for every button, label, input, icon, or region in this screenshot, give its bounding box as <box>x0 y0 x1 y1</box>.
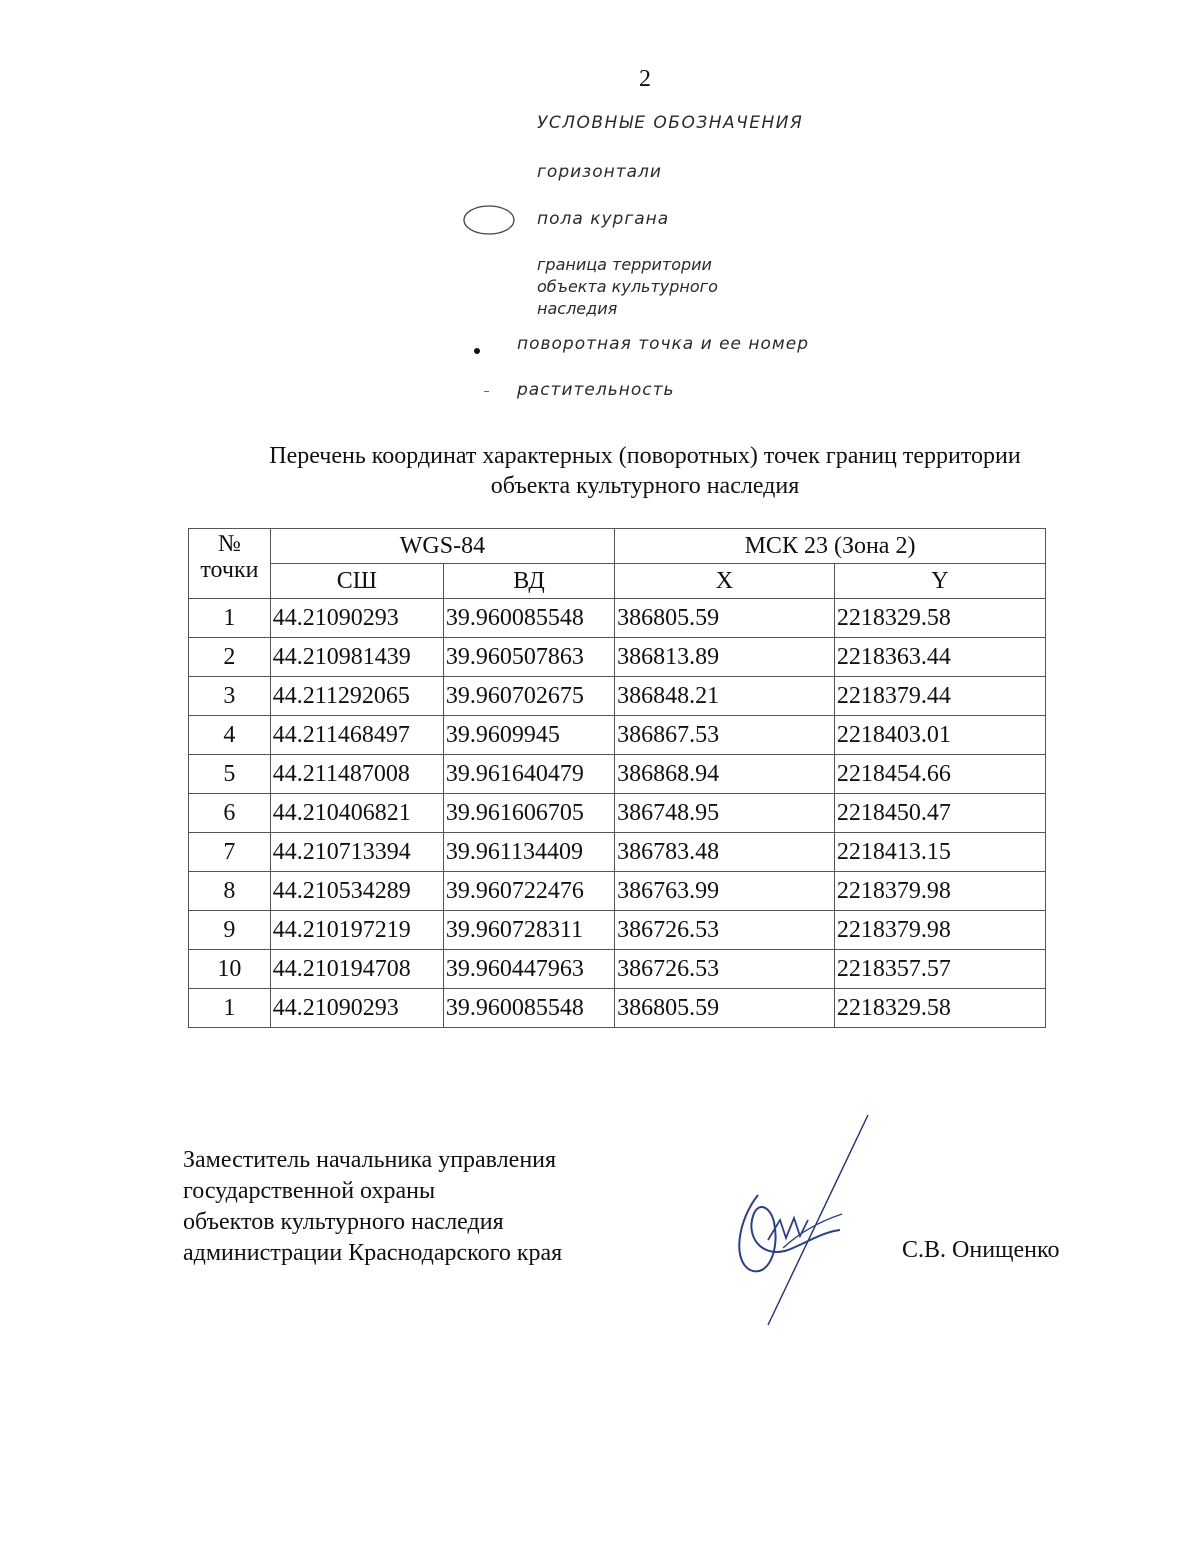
cell-lat: 44.211487008 <box>270 755 443 794</box>
title-line: объекта культурного наследия <box>490 473 800 499</box>
table-row <box>189 638 1046 677</box>
cell-x: 386748.95 <box>615 794 835 833</box>
header-y: Y <box>834 564 1045 599</box>
cell-y: 2218329.58 <box>834 989 1045 1028</box>
cell-lon: 39.960722476 <box>443 872 614 911</box>
header-point-number: № точки <box>189 529 271 599</box>
legend-vegetation-label: растительность <box>517 380 675 400</box>
cell-n: 8 <box>189 872 271 911</box>
signer-name: С.В. Онищенко <box>902 1237 1060 1263</box>
dash-icon <box>484 391 489 392</box>
table-row <box>189 599 1046 638</box>
table-row <box>189 677 1046 716</box>
table-row <box>189 833 1046 872</box>
cell-y: 2218403.01 <box>834 716 1045 755</box>
cell-x: 386813.89 <box>615 638 835 677</box>
signer-position-line: администрации Краснодарского края <box>183 1240 563 1266</box>
cell-lat: 44.210197219 <box>270 911 443 950</box>
cell-lat: 44.210194708 <box>270 950 443 989</box>
cell-lon: 39.960507863 <box>443 638 614 677</box>
dot-icon <box>474 348 480 354</box>
legend-boundary-line: наследия <box>537 299 618 318</box>
cell-y: 2218454.66 <box>834 755 1045 794</box>
legend-kurgan-label: пола кургана <box>537 209 670 229</box>
cell-y: 2218357.57 <box>834 950 1045 989</box>
document-title <box>180 441 1110 501</box>
ellipse-icon <box>462 204 516 236</box>
handwritten-signature <box>728 1110 878 1330</box>
cell-y: 2218379.98 <box>834 911 1045 950</box>
cell-x: 386805.59 <box>615 989 835 1028</box>
cell-n: 1 <box>189 599 271 638</box>
cell-y: 2218379.44 <box>834 677 1045 716</box>
cell-lat: 44.211292065 <box>270 677 443 716</box>
cell-lon: 39.961606705 <box>443 794 614 833</box>
cell-x: 386726.53 <box>615 911 835 950</box>
cell-x: 386867.53 <box>615 716 835 755</box>
table-body <box>189 599 1046 1028</box>
table-row <box>189 989 1046 1028</box>
signer-position-line: Заместитель начальника управления <box>183 1147 557 1173</box>
table-row <box>189 872 1046 911</box>
cell-n: 3 <box>189 677 271 716</box>
cell-lat: 44.210534289 <box>270 872 443 911</box>
header-wgs84: WGS-84 <box>270 529 614 564</box>
cell-lon: 39.960085548 <box>443 989 614 1028</box>
cell-lon: 39.961640479 <box>443 755 614 794</box>
cell-n: 10 <box>189 950 271 989</box>
header-lat: СШ <box>270 564 443 599</box>
cell-lat: 44.21090293 <box>270 989 443 1028</box>
cell-n: 7 <box>189 833 271 872</box>
cell-lat: 44.210713394 <box>270 833 443 872</box>
legend-boundary-label <box>537 254 718 320</box>
header-x: X <box>615 564 835 599</box>
table-row <box>189 716 1046 755</box>
page-number: 2 <box>639 66 651 92</box>
cell-lat: 44.210981439 <box>270 638 443 677</box>
cell-x: 386848.21 <box>615 677 835 716</box>
cell-y: 2218450.47 <box>834 794 1045 833</box>
coordinates-table <box>188 528 1046 1028</box>
legend-boundary-line: объекта культурного <box>537 277 718 296</box>
cell-x: 386805.59 <box>615 599 835 638</box>
header-msk23: МСК 23 (Зона 2) <box>615 529 1046 564</box>
cell-n: 2 <box>189 638 271 677</box>
table-row <box>189 794 1046 833</box>
cell-lon: 39.960085548 <box>443 599 614 638</box>
cell-lon: 39.960447963 <box>443 950 614 989</box>
cell-y: 2218413.15 <box>834 833 1045 872</box>
cell-lon: 39.960728311 <box>443 911 614 950</box>
cell-lon: 39.961134409 <box>443 833 614 872</box>
cell-y: 2218379.98 <box>834 872 1045 911</box>
cell-y: 2218329.58 <box>834 599 1045 638</box>
cell-n: 4 <box>189 716 271 755</box>
title-line: Перечень координат характерных (поворотных) точек границ территории <box>269 443 1021 469</box>
cell-x: 386763.99 <box>615 872 835 911</box>
cell-lat: 44.21090293 <box>270 599 443 638</box>
table-row <box>189 911 1046 950</box>
signer-position-line: государственной охраны <box>183 1178 436 1204</box>
table-row <box>189 755 1046 794</box>
cell-lat: 44.211468497 <box>270 716 443 755</box>
signer-position-line: объектов культурного наследия <box>183 1209 504 1235</box>
cell-n: 1 <box>189 989 271 1028</box>
header-lon: ВД <box>443 564 614 599</box>
cell-n: 6 <box>189 794 271 833</box>
signer-position <box>183 1145 562 1269</box>
cell-n: 9 <box>189 911 271 950</box>
cell-lon: 39.960702675 <box>443 677 614 716</box>
legend-point-label: поворотная точка и ее номер <box>517 334 809 354</box>
legend-contours-label: горизонтали <box>537 162 662 182</box>
table-row <box>189 950 1046 989</box>
cell-lon: 39.9609945 <box>443 716 614 755</box>
cell-x: 386783.48 <box>615 833 835 872</box>
legend-heading: УСЛОВНЫЕ ОБОЗНАЧЕНИЯ <box>537 113 804 133</box>
cell-x: 386726.53 <box>615 950 835 989</box>
cell-x: 386868.94 <box>615 755 835 794</box>
cell-lat: 44.210406821 <box>270 794 443 833</box>
cell-y: 2218363.44 <box>834 638 1045 677</box>
legend-boundary-line: граница территории <box>537 255 712 274</box>
cell-n: 5 <box>189 755 271 794</box>
